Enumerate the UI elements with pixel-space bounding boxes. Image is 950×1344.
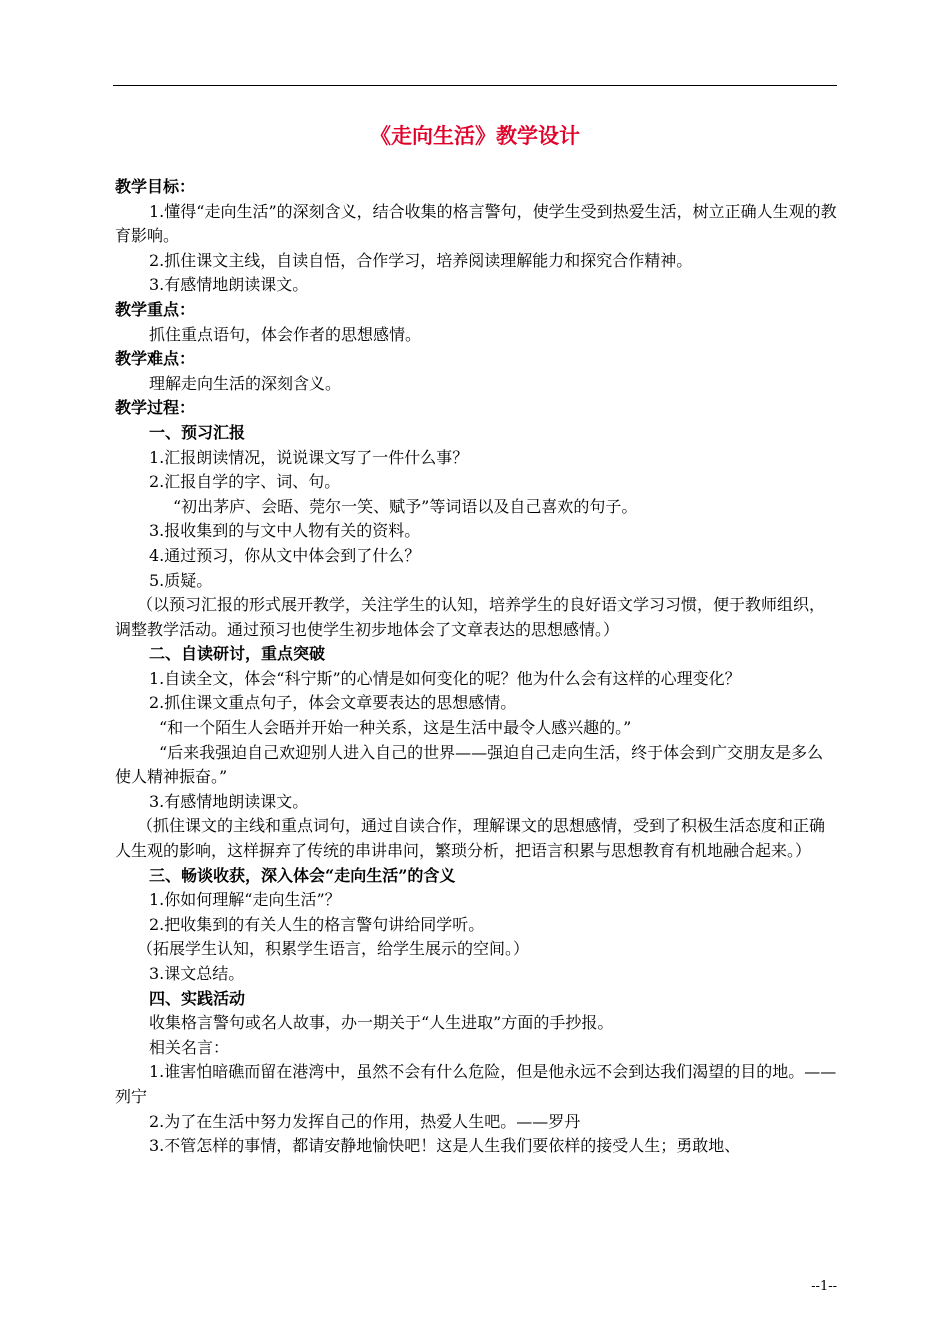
body-paragraph: 5.质疑。 bbox=[149, 570, 213, 590]
body-paragraph: 1.汇报朗读情况，说说课文写了一件什么事？ bbox=[149, 447, 469, 467]
section-heading: 教学难点： bbox=[115, 349, 196, 369]
step-heading: 三、畅谈收获，深入体会“走向生活”的含义 bbox=[149, 865, 456, 885]
body-paragraph: 2.抓住课文重点句子，体会文章要表达的思想感情。 bbox=[149, 693, 517, 713]
body-paragraph: 2.把收集到的有关人生的格言警句讲给同学听。 bbox=[149, 914, 485, 934]
quoted-sentence: “后来我强迫自己欢迎别人进入自己的世界——强迫自己走向生活，终于体会到广交朋友是多么使人精神振奋。” bbox=[115, 742, 824, 787]
body-paragraph: 2.为了在生活中努力发挥自己的作用，热爱人生吧。——罗丹 bbox=[149, 1111, 581, 1131]
document-title: 《走向生活》教学设计 bbox=[370, 123, 580, 148]
body-paragraph: 2.汇报自学的字、词、句。 bbox=[149, 472, 341, 492]
header-rule bbox=[113, 85, 837, 86]
body-paragraph: 理解走向生活的深刻含义。 bbox=[149, 373, 342, 393]
body-paragraph: 3.有感情地朗读课文。 bbox=[149, 791, 309, 811]
section-heading: 教学目标： bbox=[115, 177, 196, 196]
teaching-note: （拓展学生认知，积累学生语言，给学生展示的空间。） bbox=[137, 939, 530, 959]
body-paragraph: 1.自读全文，体会“科宁斯”的心情是如何变化的呢？他为什么会有这样的心理变化？ bbox=[149, 668, 741, 688]
step-heading: 一、预习汇报 bbox=[149, 422, 246, 442]
body-paragraph: 2.抓住课文主线，自读自悟，合作学习，培养阅读理解能力和探究合作精神。 bbox=[149, 250, 693, 270]
teaching-note: （抓住课文的主线和重点词句，通过自读合作，理解课文的思想感情，受到了积极生活态度和正确人生观的影响，这样摒弃了传统的串讲串问，繁琐分析，把语言积累与思想教育有机地融合起来。） bbox=[115, 816, 826, 861]
teaching-note: （以预习汇报的形式展开教学，关注学生的认知，培养学生的良好语文学习习惯，便于教师组织，调整教学活动。通过预习也使学生初步地体会了文章表达的思想感情。） bbox=[115, 595, 826, 639]
body-paragraph: 3.报收集到的与文中人物有关的资料。 bbox=[149, 521, 421, 541]
body-paragraph: 4.通过预习，你从文中体会到了什么？ bbox=[149, 545, 421, 565]
section-heading: 教学重点： bbox=[115, 299, 196, 319]
page-number: --1-- bbox=[811, 1279, 837, 1294]
body-paragraph: “初出茅庐、会晤、莞尔一笑、赋予”等词语以及自己喜欢的句子。 bbox=[173, 496, 638, 516]
document-body bbox=[115, 175, 839, 1159]
body-paragraph: 1.你如何理解“走向生活”？ bbox=[149, 890, 341, 910]
section-heading: 教学过程： bbox=[115, 398, 196, 418]
body-paragraph: 1.谁害怕暗礁而留在港湾中，虽然不会有什么危险，但是他永远不会到达我们渴望的目的地。——列宁 bbox=[115, 1062, 837, 1106]
body-paragraph: 1.懂得“走向生活”的深刻含义，结合收集的格言警句，使学生受到热爱生活，树立正确人生观的教育影响。 bbox=[115, 201, 837, 246]
step-heading: 二、自读研讨，重点突破 bbox=[149, 644, 326, 664]
body-paragraph: 3.不管怎样的事情，都请安静地愉快吧！这是人生我们要依样的接受人生；勇敢地、 bbox=[149, 1136, 741, 1156]
quoted-sentence: “和一个陌生人会晤并开始一种关系，这是生活中最令人感兴趣的。” bbox=[159, 718, 632, 738]
body-paragraph: 3.有感情地朗读课文。 bbox=[149, 275, 309, 295]
body-paragraph: 抓住重点语句，体会作者的思想感情。 bbox=[149, 324, 422, 344]
step-heading: 四、实践活动 bbox=[149, 988, 246, 1008]
body-paragraph: 相关名言： bbox=[149, 1037, 230, 1057]
body-paragraph: 收集格言警句或名人故事，办一期关于“人生进取”方面的手抄报。 bbox=[149, 1013, 614, 1033]
body-paragraph: 3.课文总结。 bbox=[149, 964, 245, 983]
